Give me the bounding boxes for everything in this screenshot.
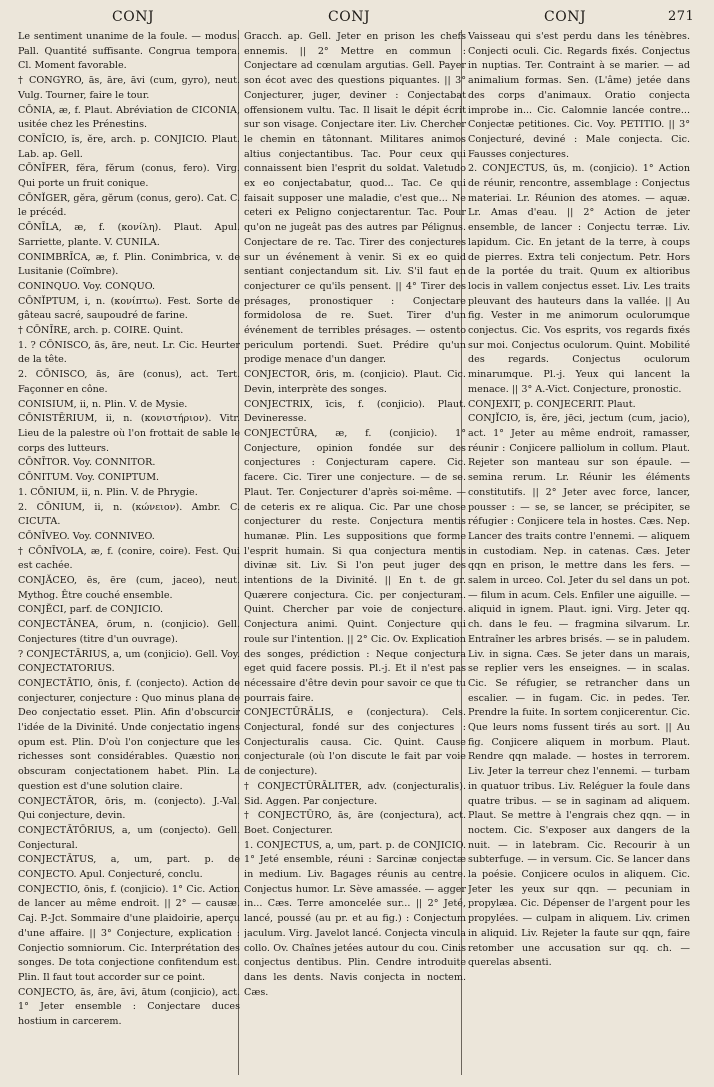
dictionary-column-3 <box>468 30 690 1080</box>
dictionary-entry: 2. CŌNIUM, ii, n. (κώνειον). Ambr. C. CICUTA. <box>18 501 240 528</box>
dictionary-entry: CONJĔCI, parf. de CONJICIO. <box>18 604 164 616</box>
dictionary-entry: CONJĂCEO, ēs, ēre (cum, jaceo), neut. Mythog. Être couché ensemble. <box>18 575 240 601</box>
dictionary-entry: † CONJECTŪRĀLITER, adv. (conjecturalis). Sid. Aggen. Par conjecture. <box>244 780 466 807</box>
dictionary-entry: CONJECTĀTUS, a, um, part. p. de CONJECTO. Apul. Conjecturé, conclu. <box>18 854 240 881</box>
dictionary-entry: CŌNĬGER, gĕra, gĕrum (conus, gero). Cat. C. le précéd. <box>18 192 240 219</box>
dictionary-entry: CŌNISTĒRIUM, ii, n. (κονιστήριον). Vitr. Lieu de la palestre où l'on frottait de sable le corps des lutteurs. <box>18 413 240 454</box>
dictionary-entry: Gracch. ap. Gell. Jeter en prison les chefs ennemis. || 2° Mettre en commun : Conjectare ad cœnulam argutias. Gell. Payer son écot avec des questions piquantes. || 3° Conjecturer, juger, deviner : Conjectabat offensionem vultu. Tac. Il lisait le dépit écrit sur son visage. Conjectare iter. Liv. Chercher le chemin en tâtonnant. Militares animos altius conjectantibus. Tac. Pour ceux qui connaissent bien l'esprit du soldat. Valetudo ex eo conjectabatur, quod... Tac. Ce qui faisait supposer une maladie, c'est que... Ne ceteri ex Peligno conjectarentur. Tac. Pour qu'on ne jugeât pas des autres par Pélignus. Conjectare de re. Tac. Tirer des conjectures sur un événement à venir. Si ex eo quid sentiant conjectandum sit. Liv. S'il faut en conjecturer ce qu'ils pensent. || 4° Tirer des présages, pronostiquer : Conjectare formidolosa de re. Suet. Tirer d'un événement de terribles présages. — ostento periculum portendi. Suet. Prédire qu'un prodige menace d'un danger. <box>244 31 466 366</box>
dictionary-column-1 <box>18 30 240 1080</box>
dictionary-entry: 2. CŌNISCO, ās, āre (conus), act. Tert. Façonner en cône. <box>18 369 240 395</box>
dictionary-entry: CONISIUM, ii, n. Plin. V. de Mysie. <box>18 398 188 410</box>
dictionary-entry: CONINQUO. Voy. CONQUO. <box>18 280 156 292</box>
dictionary-entry: 2. CONJECTUS, ūs, m. (conjicio). 1° Action de réunir, rencontre, assemblage : Conjectus materiai. Lr. Réunion des atomes. — aquæ. Lr. Amas d'eau. || 2° Action de jeter ensemble, de lancer : Conjectu terræ. Liv. lapidum. Cic. En jetant de la terre, à coups de pierres. Extra teli conjectum. Petr. Hors de la portée du trait. Quum ex altioribus locis in vallem conjectus esset. Liv. Les traits pleuvant des hauteurs dans la vallée. || Au fig. Vester in me animorum oculorumque conjectus. Cic. Vos esprits, vos regards fixés sur moi. Conjectus oculorum. Quint. Mobilité des regards. Conjectus oculorum minarumque. Pl.-j. Yeux qui lancent la menace. || 3° A.-Vict. Conjecture, pronostic. <box>468 163 690 395</box>
dictionary-entry: CONJECTOR, ōris, m. (conjicio). Plaut. Cic. Devin, interprète des songes. <box>244 369 466 395</box>
dictionary-entry: CONJĬCIO, ĭs, ĕre, jēci, jectum (cum, jacio), act. 1° Jeter au même endroit, ramasser, réunir : Conjicere palliolum in collum. Plaut. Rejeter son manteau sur son épaule. — semina rerum. Lr. Réunir les éléments constitutifs. || 2° Jeter avec force, lancer, pousser : — se, se lancer, se précipiter, se réfugier : Conjicere tela in hostes. Cæs. Nep. Lancer des traits contre l'ennemi. — aliquem in custodiam. Nep. in catenas. Cæs. Jeter qqn en prison, le mettre dans les fers. — salem in urceo. Col. Jeter du sel dans un pot. — filum in acum. Cels. Enfiler une aiguille. — aliquid in ignem. Plaut. igni. Virg. Jeter qq. ch. dans le feu. — fragmina silvarum. Lr. Entraîner les arbres brisés. — se in paludem. Liv. in signa. Cæs. Se jeter dans un marais, se replier vers les enseignes. — in scalas. Cic. Se réfugier, se retrancher dans un escalier. — in fugam. Cic. in pedes. Ter. Prendre la fuite. In sortem conjicerentur. Cic. Que leurs noms fussent tirés au sort. || Au fig. Conjicere aliquem in morbum. Plaut. Rendre qqn malade. — hostes in terrorem. Liv. Jeter la terreur chez l'ennemi. — turbam in quatuor tribus. Liv. Reléguer la foule dans quatre tribus. — se in saginam ad aliquem. Plaut. Se mettre à l'engrais chez qqn. — in noctem. Cic. S'exposer aux dangers de la nuit. — in latebram. Cic. Recourir à un subterfuge. — in versum. Cic. Se lancer dans la poésie. Conjicere oculos in aliquem. Cic. Jeter les yeux sur qqn. — pecuniam in propylæa. Cic. Dépenser de l'argent pour les propylées. — culpam in aliquem. Liv. crimen in aliquid. Liv. Rejeter la faute sur qqn, faire retomber une accusation sur qq. ch. — querelas absenti. <box>468 413 690 969</box>
dictionary-entry: CŌNĪLA, æ, f. (κονίλη). Plaut. Apul. Sarriette, plante. V. CUNILA. <box>18 222 240 248</box>
dictionary-entry: † CONJECTŪRO, ās, āre (conjectura), act. Boet. Conjecturer. <box>244 810 466 836</box>
dictionary-entry: † CŌNĪVOLA, æ, f. (conire, coire). Fest. Qui est cachée. <box>18 545 240 572</box>
dictionary-entry: ? CONJECTĀRIUS, a, um (conjicio). Gell. Voy. CONJECTATORIUS. <box>18 648 240 675</box>
dictionary-entry: 1. CONJECTUS, a, um, part. p. de CONJICIO. 1° Jeté ensemble, réuni : Sarcinæ conjectæ in medium. Liv. Bagages réunis au centre. Conjectus humor. Lr. Sève amassée. — agger in... Cæs. Terre amoncelée sur... || 2° Jeté, lancé, poussé (au pr. et au fig.) : Conjectum jaculum. Virg. Javelot lancé. Conjecta vincula collo. Ov. Chaînes jetées autour du cou. Cinis conjectus dentibus. Plin. Cendre introduite dans les dents. Navis conjecta in noctem. Cæs. <box>244 839 466 998</box>
dictionary-entry: CONJECTĀNEA, ōrum, n. (conjicio). Gell. Conjectures (titre d'un ouvrage). <box>18 619 240 645</box>
dictionary-entry: CONJECTO, ās, āre, āvi, ātum (conjicio), act. 1° Jeter ensemble : Conjectare duces hostium in carcerem. <box>18 986 240 1028</box>
dictionary-entry: CŌNITUM. Voy. CONIPTUM. <box>18 472 160 484</box>
dictionary-entry: † CŌNĪRE, arch. p. COIRE. Quint. <box>18 325 184 337</box>
dictionary-entry: † CONGYRO, ās, āre, āvi (cum, gyro), neut. Vulg. Tourner, faire le tour. <box>18 75 240 101</box>
dictionary-entry: CONJECTĀTŌRIUS, a, um (conjecto). Gell. Conjectural. <box>18 824 240 851</box>
dictionary-entry: 1. ? CŌNISCO, ās, āre, neut. Lr. Cic. Heurter de la tête. <box>18 339 240 366</box>
dictionary-entry: CONJEXIT, p. CONJECERIT. Plaut. <box>468 398 636 410</box>
dictionary-entry: CONJECTIO, ōnis, f. (conjicio). 1° Cic. Action de lancer au même endroit. || 2° — causæ. Caj. P.-Jct. Sommaire d'une plaidoirie, aperçu d'une affaire. || 3° Conjecture, explication : Conjectio somniorum. Cic. Interprétation des songes. De tota conjectione confitendum est. Plin. Il faut tout accorder sur ce point. <box>18 883 240 983</box>
dictionary-entry: CŌNĪVEO. Voy. CONNIVEO. <box>18 530 155 542</box>
dictionary-entry: CONĪCIO, ĭs, ĕre, arch. p. CONJICIO. Plaut. Lab. ap. Gell. <box>18 133 240 160</box>
dictionary-entry: CONJECTRIX, īcis, f. (conjicio). Plaut. Devineresse. <box>244 398 466 425</box>
dictionary-column-2 <box>244 30 466 1080</box>
dictionary-entry: 1. CŌNIUM, ii, n. Plin. V. de Phrygie. <box>18 486 198 498</box>
dictionary-entry: CONJECTŪRĀLIS, e (conjectura). Cels. Conjectural, fondé sur des conjectures : Conjecturalis causa. Cic. Quint. Cause conjecturale (où l'on discute le fait par voie de conjecture). <box>244 707 466 778</box>
header-guide-word-center: CONJ <box>328 9 371 25</box>
dictionary-entry: CŌNĪFER, fĕra, fĕrum (conus, fero). Virg. Qui porte un fruit conique. <box>18 163 240 190</box>
dictionary-entry: CONJECTĀTIO, ōnis, f. (conjecto). Action de conjecturer, conjecture : Quo minus plana de Deo conjectatio esset. Plin. Afin d'obscurcir l'idée de la Divinité. Unde conjectatio ingens opum est. Plin. D'où l'on conjecture que les richesses sont considérables. Quæstio non obscuram conjectationem habet. Plin. La question est d'une solution claire. <box>18 677 240 792</box>
dictionary-entry: Vaisseau qui s'est perdu dans les ténèbres. Conjecti oculi. Cic. Regards fixés. Conjectus in nuptias. Ter. Contraint à se marier. — ad animalium formas. Sen. (L'âme) jetée dans des corps d'animaux. Oratio conjecta improbe in... Cic. Calomnie lancée contre... Conjectæ petitiones. Cic. Voy. PETITIO. || 3° Conjecturé, deviné : Male conjecta. Cic. Fausses conjectures. <box>468 31 690 160</box>
dictionary-entry: CŌNĬPTUM, i, n. (κονίπτω). Fest. Sorte de gâteau sacré, saupoudré de farine. <box>18 295 240 322</box>
dictionary-entry: CONJECTĀTOR, ōris, m. (conjecto). J.-Val. Qui conjecture, devin. <box>18 795 240 822</box>
header-guide-word-left: CONJ <box>112 9 155 25</box>
page-number: 271 <box>668 9 695 24</box>
header-guide-word-right: CONJ <box>544 9 587 25</box>
dictionary-entry: CONJECTŪRA, æ, f. (conjicio). 1° Conjecture, opinion fondée sur des conjectures : Conjecturam capere. Cic. facere. Cic. Tirer une conjecture. — de se. Plaut. Ter. Conjecturer d'après soi-même. — de ceteris ex re aliqua. Cic. Par une chose conjecturer du reste. Conjectura mentis humanæ. Plin. Les suppositions que forme l'esprit humain. Si qua conjectura mentis divinæ sit. Liv. Si l'on peut juger des intentions de la Divinité. || En t. de gr. Quærere conjectura. Cic. per conjecturam. Quint. Chercher par voie de conjecture. Conjectura animi. Quint. Conjecture qui roule sur l'intention. || 2° Cic. Ov. Explication des songes, prédiction : Neque conjectura eget quid facere possis. Pl.-j. Et il n'est pas nécessaire d'être devin pour savoir ce que tu pourrais faire. <box>244 427 466 704</box>
dictionary-entry: CŌNĪTOR. Voy. CONNITOR. <box>18 457 156 469</box>
dictionary-entry: CŌNIA, æ, f. Plaut. Abréviation de CICONIA, usitée chez les Prénestins. <box>18 104 240 131</box>
running-header <box>0 0 714 28</box>
dictionary-entry: Le sentiment unanime de la foule. — modus. Pall. Quantité suffisante. Congrua tempora. Cl. Moment favorable. <box>18 31 240 72</box>
dictionary-entry: CONIMBRĪCA, æ, f. Plin. Conimbrica, v. de Lusitanie (Coïmbre). <box>18 251 240 278</box>
